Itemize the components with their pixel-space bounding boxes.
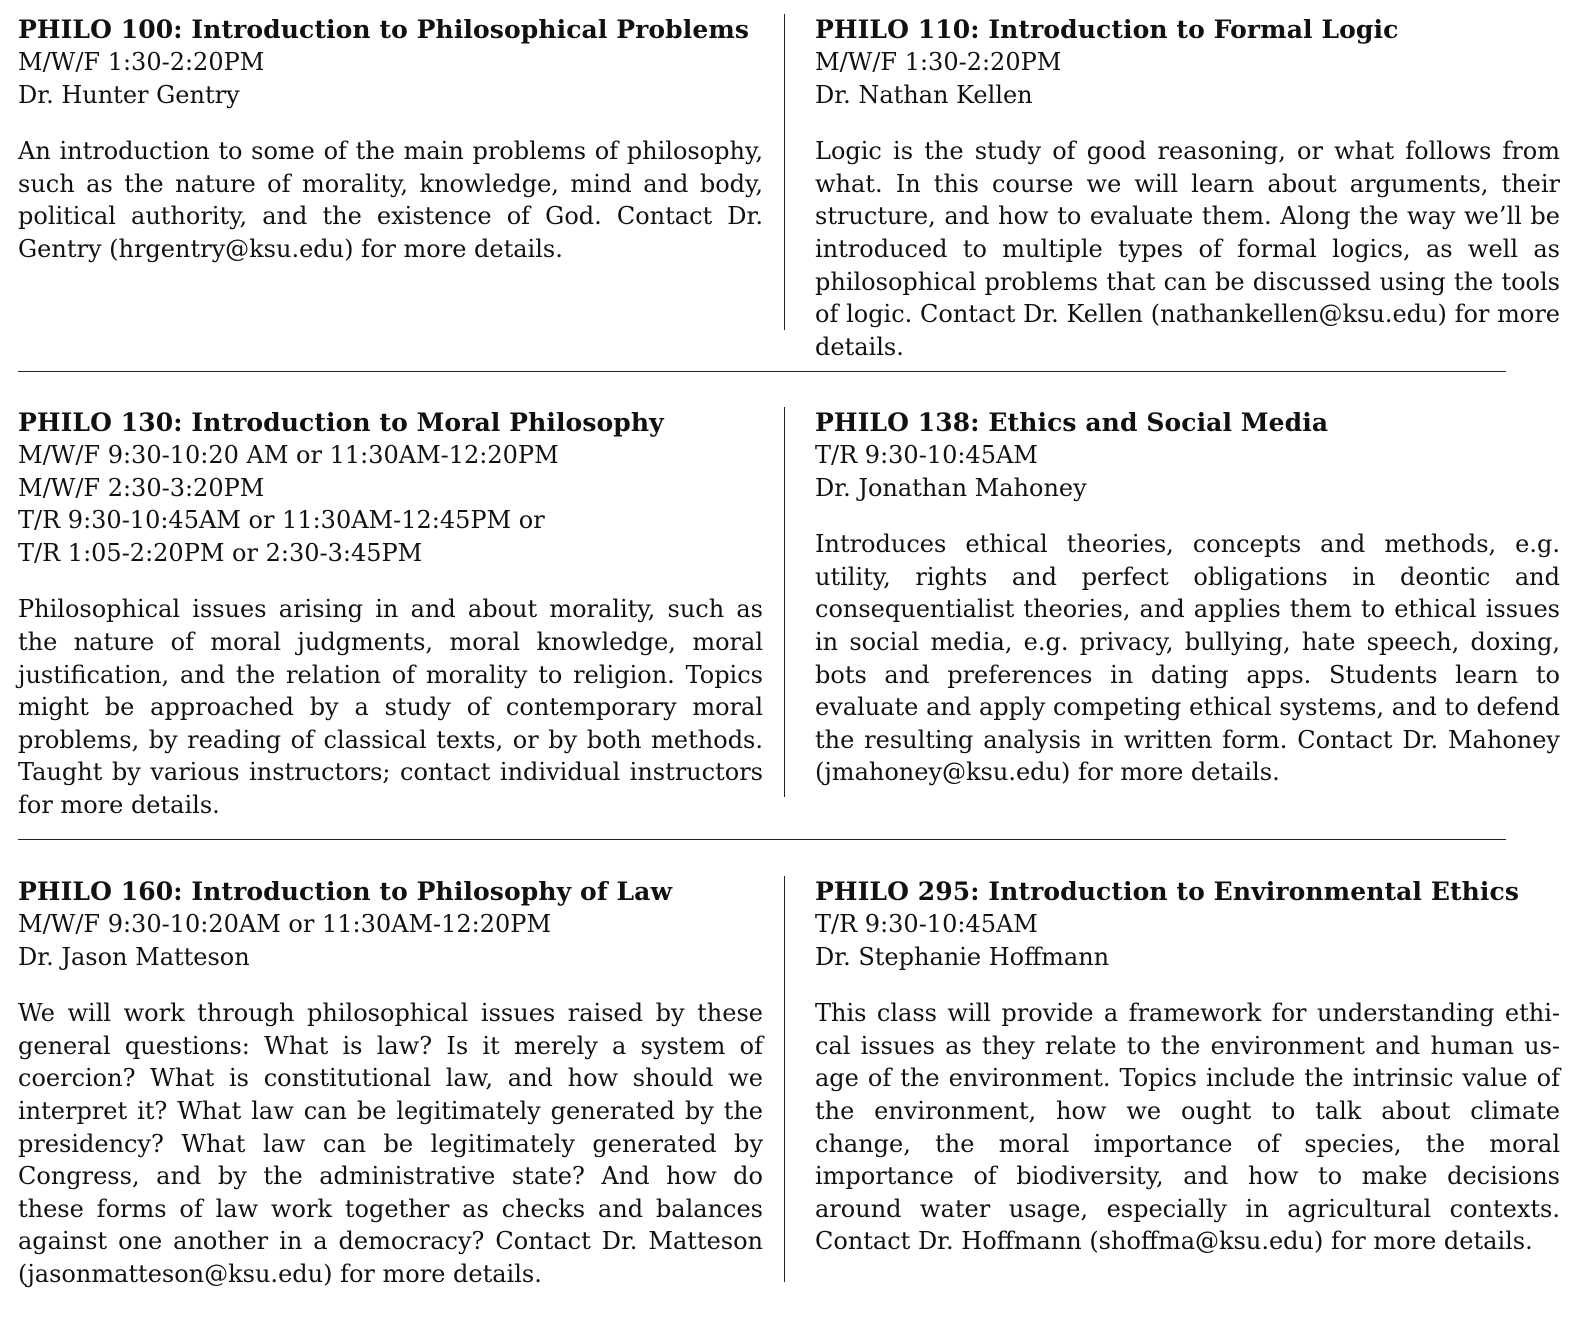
course-philo-138 — [815, 407, 1560, 789]
course-schedule: T/R 1:05-2:20PM or 2:30-3:45PM — [18, 538, 423, 567]
course-philo-295 — [815, 876, 1560, 1258]
course-row-2 — [0, 407, 1596, 819]
course-description: We will work through philosophical issues raised by these general questions: What is law? Is it merely a system of coercion? What is constitutional law, and how should we interpret it? What law can be legitimately generated by the presidency? What law can be legitimately generated by Congress, and by the administrative state? And how do these forms of law work together as checks and balances against one another in a democracy? Contact Dr. Matteson (jasonmatteson@ksu.edu) for more details. — [18, 999, 763, 1288]
course-schedule: M/W/F 2:30-3:20PM — [18, 473, 265, 502]
course-title: PHILO 130: Introduction to Moral Philosophy — [18, 408, 664, 437]
course-philo-110 — [815, 14, 1560, 363]
course-instructor: Dr. Nathan Kellen — [815, 80, 1033, 109]
row-divider — [18, 839, 1506, 840]
course-schedule: M/W/F 1:30-2:20PM — [18, 48, 265, 76]
course-instructor: Dr. Jonathan Mahoney — [815, 473, 1087, 502]
course-description: This class will provide a framework for understanding ethical issues as they relate to the environment and human usage of the environment. Topics include the intrinsic value of the environment, how we ought to talk about climate change, the moral importance of species, the moral importance of biodiversity, and how to make decisions around water usage, especially in agricultural contexts. Contact Dr. Hoffmann (shoffma@ksu.edu) for more details. — [815, 999, 1560, 1256]
course-title: PHILO 100: Introduction to Philosophical Problems — [18, 15, 750, 44]
course-title: PHILO 295: Introduction to Environmental Ethics — [815, 877, 1519, 906]
course-instructor: Dr. Jason Matteson — [18, 942, 250, 971]
course-row-3 — [0, 876, 1596, 1316]
course-philo-130 — [18, 407, 763, 822]
course-philo-160 — [18, 876, 763, 1291]
course-schedule: T/R 9:30-10:45AM — [815, 910, 1038, 938]
course-row-1 — [0, 14, 1596, 361]
course-schedule: T/R 9:30-10:45AM — [815, 441, 1038, 469]
column-divider — [784, 14, 785, 330]
course-schedule: M/W/F 1:30-2:20PM — [815, 48, 1062, 76]
row-divider — [18, 371, 1506, 372]
course-schedule: M/W/F 9:30-10:20 AM or 11:30AM-12:20PM — [18, 441, 559, 469]
course-instructor: Dr. Stephanie Hoffmann — [815, 942, 1110, 971]
course-instructor: Dr. Hunter Gentry — [18, 80, 240, 109]
course-title: PHILO 160: Introduction to Philosophy of Law — [18, 877, 673, 906]
course-description: Introduces ethical theories, concepts and methods, e.g. utility, rights and perfect obligations in deontic and consequentialist theories, and applies them to ethical issues in social media, e.g. privacy, bullying, hate speech, doxing, bots and preferences in dating apps. Students learn to evaluate and apply competing ethical systems, and to defend the resulting analysis in written form. Contact Dr. Mahoney (jmahoney@ksu.edu) for more details. — [815, 530, 1560, 787]
course-description: An introduction to some of the main problems of philosophy, such as the nature of morality, knowledge, mind and body, political authority, and the existence of God. Contact Dr. Gentry (hrgentry@ksu.edu) for more details. — [18, 137, 763, 263]
course-title: PHILO 138: Ethics and Social Media — [815, 408, 1329, 437]
column-divider — [784, 876, 785, 1282]
course-philo-100 — [18, 14, 763, 266]
course-description: Philosophical issues arising in and about morality, such as the nature of moral judgments, moral knowledge, moral justification, and the relation of morality to religion. Topics might be approached by a study of contemporary moral problems, by reading of classical texts, or by both methods. Taught by various instructors; contact individual instructors for more details. — [18, 595, 763, 819]
course-schedule: T/R 9:30-10:45AM or 11:30AM-12:45PM or — [18, 506, 545, 535]
course-title: PHILO 110: Introduction to Formal Logic — [815, 15, 1399, 44]
course-schedule: M/W/F 9:30-10:20AM or 11:30AM-12:20PM — [18, 910, 552, 938]
course-description: Logic is the study of good reasoning, or what follows from what. In this course we will learn about arguments, their structure, and how to evaluate them. Along the way we’ll be introduced to multiple types of formal logics, as well as philosophical problems that can be discussed using the tools of logic. Contact Dr. Kellen (nathankellen@ksu.edu) for more details. — [815, 137, 1560, 361]
column-divider — [784, 407, 785, 797]
